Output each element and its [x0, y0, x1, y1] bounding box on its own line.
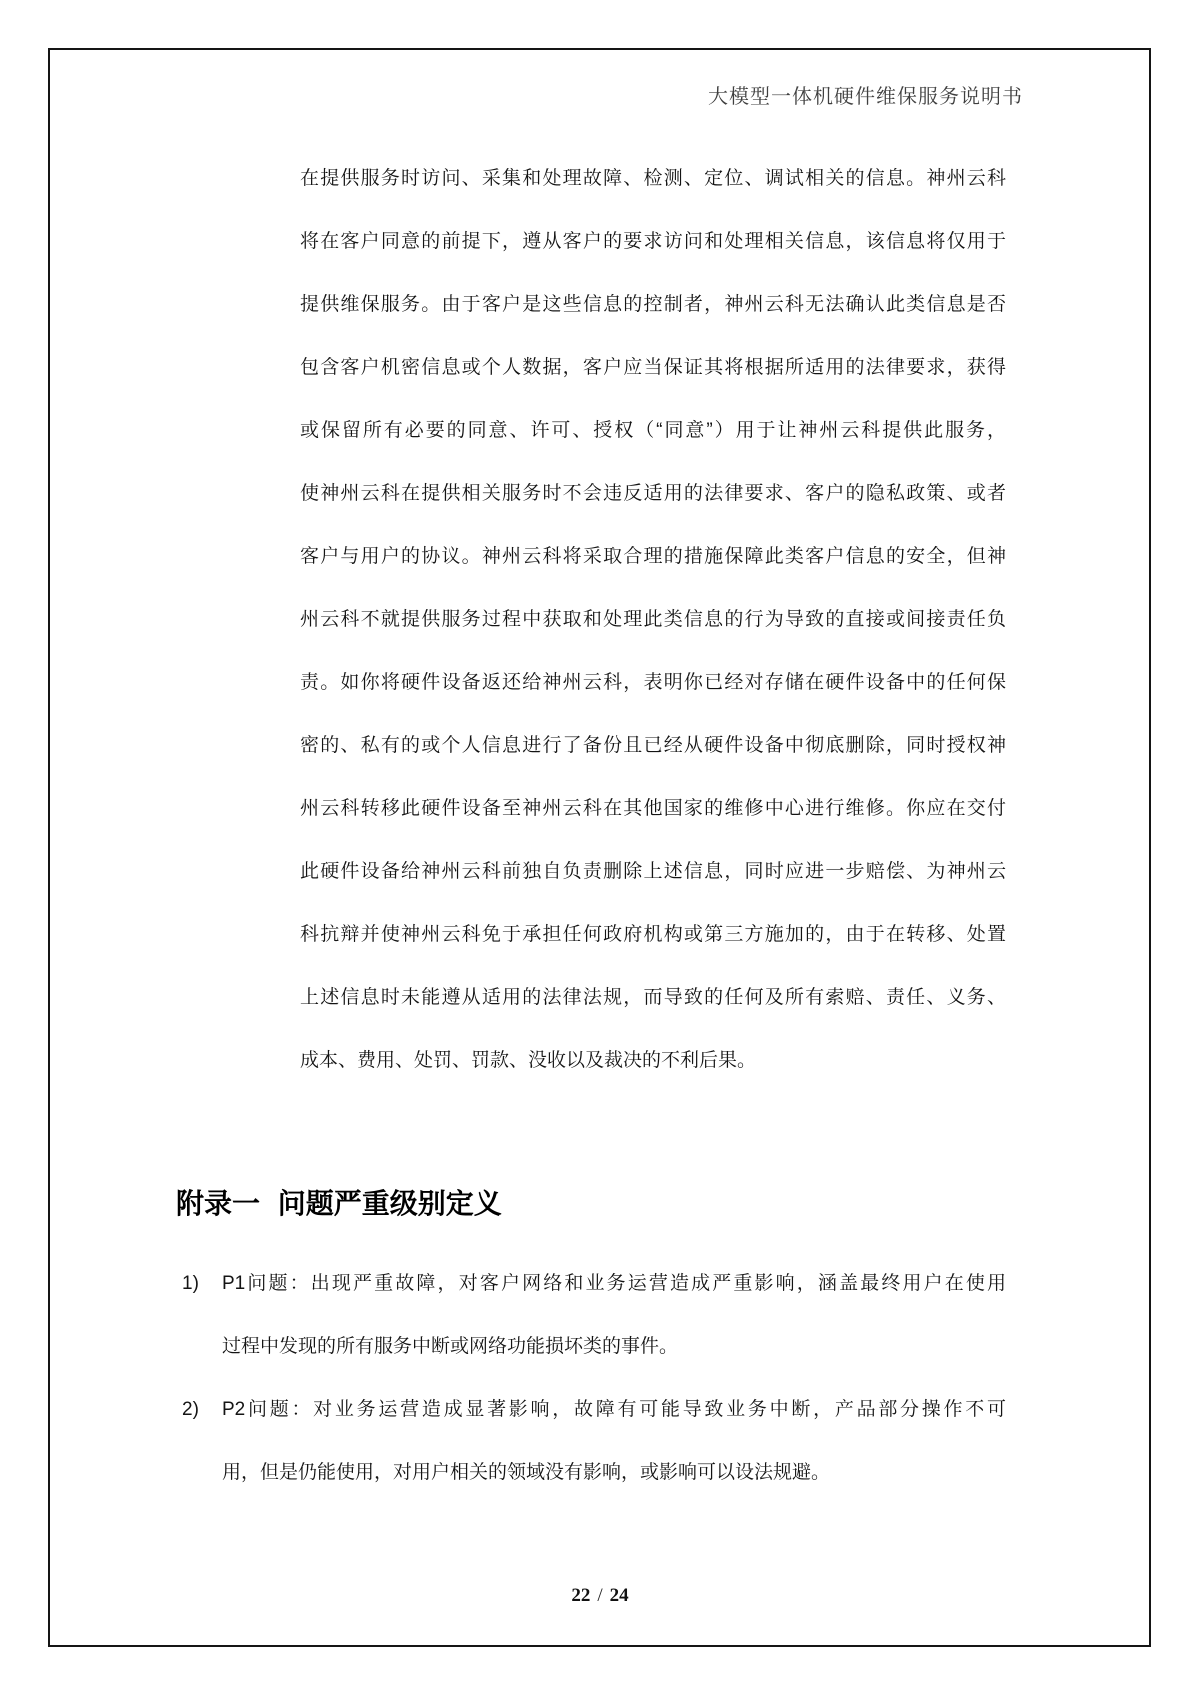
list-item-text	[222, 1378, 1006, 1504]
paragraph-line: 上述信息时未能遵从适用的法律法规，而导致的任何及所有索赔、责任、义务、	[300, 987, 1006, 1008]
paragraph-line: 包含客户机密信息或个人数据，客户应当保证其将根据所适用的法律要求，获得	[300, 357, 1006, 378]
paragraph-line: 或保留所有必要的同意、许可、授权（“同意”）用于让神州云科提供此服务，	[300, 420, 1006, 441]
paragraph-line: 将在客户同意的前提下，遵从客户的要求访问和处理相关信息，该信息将仅用于	[300, 231, 1006, 252]
paragraph-line: 使神州云科在提供相关服务时不会违反适用的法律要求、客户的隐私政策、或者	[300, 483, 1006, 504]
header-title: 大模型一体机硬件维保服务说明书	[708, 86, 1023, 108]
list-item-line: P1问题：出现严重故障，对客户网络和业务运营造成严重影响，涵盖最终用户在使用	[222, 1273, 1006, 1294]
paragraph-line: 成本、费用、处罚、罚款、没收以及裁决的不利后果。	[300, 1050, 757, 1071]
total-pages: 24	[609, 1585, 629, 1606]
paragraph-line: 科抗辩并使神州云科免于承担任何政府机构或第三方施加的，由于在转移、处置	[300, 924, 1006, 945]
paragraph-line: 密的、私有的或个人信息进行了备份且已经从硬件设备中彻底删除，同时授权神	[300, 735, 1006, 756]
list-item-number: 2)	[182, 1399, 199, 1420]
paragraph-line: 在提供服务时访问、采集和处理故障、检测、定位、调试相关的信息。神州云科	[300, 168, 1006, 189]
page-number-separator: /	[597, 1585, 603, 1606]
list-item-line: P2问题：对业务运营造成显著影响，故障有可能导致业务中断，产品部分操作不可	[222, 1399, 1006, 1420]
current-page-number: 22	[571, 1585, 591, 1606]
paragraph-line: 提供维保服务。由于客户是这些信息的控制者，神州云科无法确认此类信息是否	[300, 294, 1006, 315]
severity-list-item-p2	[182, 1378, 1006, 1504]
list-item-number: 1)	[182, 1273, 199, 1294]
paragraph-line: 客户与用户的协议。神州云科将采取合理的措施保障此类客户信息的安全，但神	[300, 546, 1006, 567]
appendix-heading: 附录一 问题严重级别定义	[176, 1188, 502, 1219]
paragraph-line: 州云科转移此硬件设备至神州云科在其他国家的维修中心进行维修。你应在交付	[300, 798, 1006, 819]
severity-list-item-p1	[182, 1252, 1006, 1378]
list-item-line: 过程中发现的所有服务中断或网络功能损坏类的事件。	[222, 1336, 679, 1357]
paragraph-line: 州云科不就提供服务过程中获取和处理此类信息的行为导致的直接或间接责任负	[300, 609, 1006, 630]
paragraph-line: 此硬件设备给神州云科前独自负责删除上述信息，同时应进一步赔偿、为神州云	[300, 861, 1006, 882]
page-footer	[0, 1584, 1200, 1607]
page-header	[708, 85, 1023, 109]
list-item-text	[222, 1252, 1006, 1378]
list-item-line: 用，但是仍能使用，对用户相关的领域没有影响，或影响可以设法规避。	[222, 1462, 831, 1483]
paragraph-line: 责。如你将硬件设备返还给神州云科，表明你已经对存储在硬件设备中的任何保	[300, 672, 1006, 693]
body-paragraph	[300, 147, 1006, 1092]
